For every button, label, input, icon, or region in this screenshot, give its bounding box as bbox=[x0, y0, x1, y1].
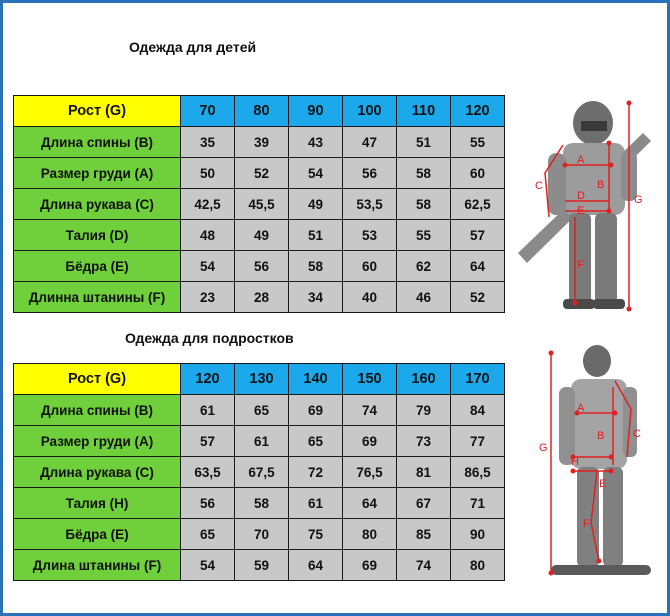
figure-label-g: G bbox=[539, 442, 548, 454]
value-cell: 61 bbox=[235, 426, 289, 457]
value-cell: 81 bbox=[397, 457, 451, 488]
height-cell: 90 bbox=[289, 96, 343, 127]
row-label: Длинна штанины (F) bbox=[14, 282, 181, 313]
value-cell: 56 bbox=[235, 251, 289, 282]
value-cell: 64 bbox=[343, 488, 397, 519]
table-row bbox=[14, 189, 505, 220]
value-cell: 49 bbox=[289, 189, 343, 220]
value-cell: 80 bbox=[451, 550, 505, 581]
figure-label-b: B bbox=[597, 179, 605, 191]
table-row bbox=[14, 550, 505, 581]
row-label: Длина рукава (C) bbox=[14, 189, 181, 220]
value-cell: 43 bbox=[289, 127, 343, 158]
value-cell: 28 bbox=[235, 282, 289, 313]
value-cell: 56 bbox=[181, 488, 235, 519]
value-cell: 45,5 bbox=[235, 189, 289, 220]
row-label: Талия (D) bbox=[14, 220, 181, 251]
value-cell: 62,5 bbox=[451, 189, 505, 220]
figure-label-h: H bbox=[571, 456, 579, 468]
height-cell: 120 bbox=[451, 96, 505, 127]
table-row bbox=[14, 395, 505, 426]
value-cell: 51 bbox=[289, 220, 343, 251]
value-cell: 53 bbox=[343, 220, 397, 251]
value-cell: 61 bbox=[181, 395, 235, 426]
height-cell: 160 bbox=[397, 364, 451, 395]
value-cell: 40 bbox=[343, 282, 397, 313]
figure-label-d: D bbox=[577, 190, 585, 202]
table-header-row bbox=[14, 364, 505, 395]
table-row bbox=[14, 220, 505, 251]
kids-size-table bbox=[13, 95, 505, 313]
value-cell: 67 bbox=[397, 488, 451, 519]
value-cell: 51 bbox=[397, 127, 451, 158]
figure-label-a: A bbox=[577, 154, 585, 166]
value-cell: 54 bbox=[289, 158, 343, 189]
value-cell: 69 bbox=[343, 426, 397, 457]
height-cell: 120 bbox=[181, 364, 235, 395]
row-label: Бёдра (E) bbox=[14, 519, 181, 550]
value-cell: 58 bbox=[289, 251, 343, 282]
value-cell: 74 bbox=[397, 550, 451, 581]
height-cell: 130 bbox=[235, 364, 289, 395]
value-cell: 54 bbox=[181, 550, 235, 581]
height-cell: 170 bbox=[451, 364, 505, 395]
value-cell: 55 bbox=[451, 127, 505, 158]
row-label: Размер груди (A) bbox=[14, 426, 181, 457]
value-cell: 23 bbox=[181, 282, 235, 313]
value-cell: 58 bbox=[235, 488, 289, 519]
value-cell: 65 bbox=[181, 519, 235, 550]
table-header-row bbox=[14, 96, 505, 127]
value-cell: 84 bbox=[451, 395, 505, 426]
row-label: Талия (H) bbox=[14, 488, 181, 519]
table-row bbox=[14, 488, 505, 519]
value-cell: 42,5 bbox=[181, 189, 235, 220]
value-cell: 85 bbox=[397, 519, 451, 550]
table-row bbox=[14, 158, 505, 189]
value-cell: 57 bbox=[451, 220, 505, 251]
teens-figure-illustration bbox=[511, 339, 661, 603]
table-row bbox=[14, 282, 505, 313]
table-row bbox=[14, 426, 505, 457]
height-cell: 80 bbox=[235, 96, 289, 127]
value-cell: 49 bbox=[235, 220, 289, 251]
value-cell: 64 bbox=[451, 251, 505, 282]
value-cell: 53,5 bbox=[343, 189, 397, 220]
figure-label-c: C bbox=[535, 180, 543, 192]
value-cell: 60 bbox=[451, 158, 505, 189]
value-cell: 56 bbox=[343, 158, 397, 189]
row-label: Длина спины (B) bbox=[14, 127, 181, 158]
value-cell: 77 bbox=[451, 426, 505, 457]
value-cell: 90 bbox=[451, 519, 505, 550]
row-label: Бёдра (E) bbox=[14, 251, 181, 282]
height-cell: 70 bbox=[181, 96, 235, 127]
kids-figure-illustration bbox=[513, 93, 663, 319]
height-header-label: Рост (G) bbox=[14, 96, 181, 127]
value-cell: 86,5 bbox=[451, 457, 505, 488]
height-cell: 140 bbox=[289, 364, 343, 395]
value-cell: 55 bbox=[397, 220, 451, 251]
height-cell: 150 bbox=[343, 364, 397, 395]
kids-section-title: Одежда для детей bbox=[129, 39, 257, 55]
figure-label-e: E bbox=[599, 478, 607, 490]
value-cell: 65 bbox=[235, 395, 289, 426]
value-cell: 61 bbox=[289, 488, 343, 519]
value-cell: 79 bbox=[397, 395, 451, 426]
kids-measurement-photo bbox=[513, 93, 663, 319]
value-cell: 59 bbox=[235, 550, 289, 581]
value-cell: 80 bbox=[343, 519, 397, 550]
figure-label-c: C bbox=[633, 428, 641, 440]
value-cell: 57 bbox=[181, 426, 235, 457]
row-label: Длина штанины (F) bbox=[14, 550, 181, 581]
value-cell: 46 bbox=[397, 282, 451, 313]
value-cell: 70 bbox=[235, 519, 289, 550]
table-row bbox=[14, 519, 505, 550]
value-cell: 72 bbox=[289, 457, 343, 488]
value-cell: 48 bbox=[181, 220, 235, 251]
value-cell: 47 bbox=[343, 127, 397, 158]
value-cell: 63,5 bbox=[181, 457, 235, 488]
value-cell: 34 bbox=[289, 282, 343, 313]
value-cell: 58 bbox=[397, 189, 451, 220]
value-cell: 69 bbox=[289, 395, 343, 426]
row-label: Размер груди (A) bbox=[14, 158, 181, 189]
value-cell: 54 bbox=[181, 251, 235, 282]
value-cell: 52 bbox=[451, 282, 505, 313]
value-cell: 35 bbox=[181, 127, 235, 158]
value-cell: 62 bbox=[397, 251, 451, 282]
teens-section-title: Одежда для подростков bbox=[125, 330, 294, 346]
figure-label-b: B bbox=[597, 430, 605, 442]
value-cell: 65 bbox=[289, 426, 343, 457]
row-label: Длина рукава (C) bbox=[14, 457, 181, 488]
figure-label-f: F bbox=[583, 518, 590, 530]
value-cell: 75 bbox=[289, 519, 343, 550]
value-cell: 60 bbox=[343, 251, 397, 282]
value-cell: 67,5 bbox=[235, 457, 289, 488]
table-row bbox=[14, 457, 505, 488]
height-cell: 100 bbox=[343, 96, 397, 127]
figure-label-e: E bbox=[577, 205, 585, 217]
teens-size-table bbox=[13, 363, 505, 581]
figure-label-g: G bbox=[634, 194, 643, 206]
value-cell: 73 bbox=[397, 426, 451, 457]
figure-label-a: A bbox=[577, 402, 585, 414]
value-cell: 52 bbox=[235, 158, 289, 189]
value-cell: 69 bbox=[343, 550, 397, 581]
teens-measurement-photo bbox=[511, 339, 661, 603]
row-label: Длина спины (B) bbox=[14, 395, 181, 426]
height-header-label: Рост (G) bbox=[14, 364, 181, 395]
value-cell: 58 bbox=[397, 158, 451, 189]
table-row bbox=[14, 251, 505, 282]
value-cell: 74 bbox=[343, 395, 397, 426]
height-cell: 110 bbox=[397, 96, 451, 127]
value-cell: 64 bbox=[289, 550, 343, 581]
figure-label-f: F bbox=[577, 259, 584, 271]
table-row bbox=[14, 127, 505, 158]
value-cell: 50 bbox=[181, 158, 235, 189]
value-cell: 71 bbox=[451, 488, 505, 519]
value-cell: 76,5 bbox=[343, 457, 397, 488]
value-cell: 39 bbox=[235, 127, 289, 158]
